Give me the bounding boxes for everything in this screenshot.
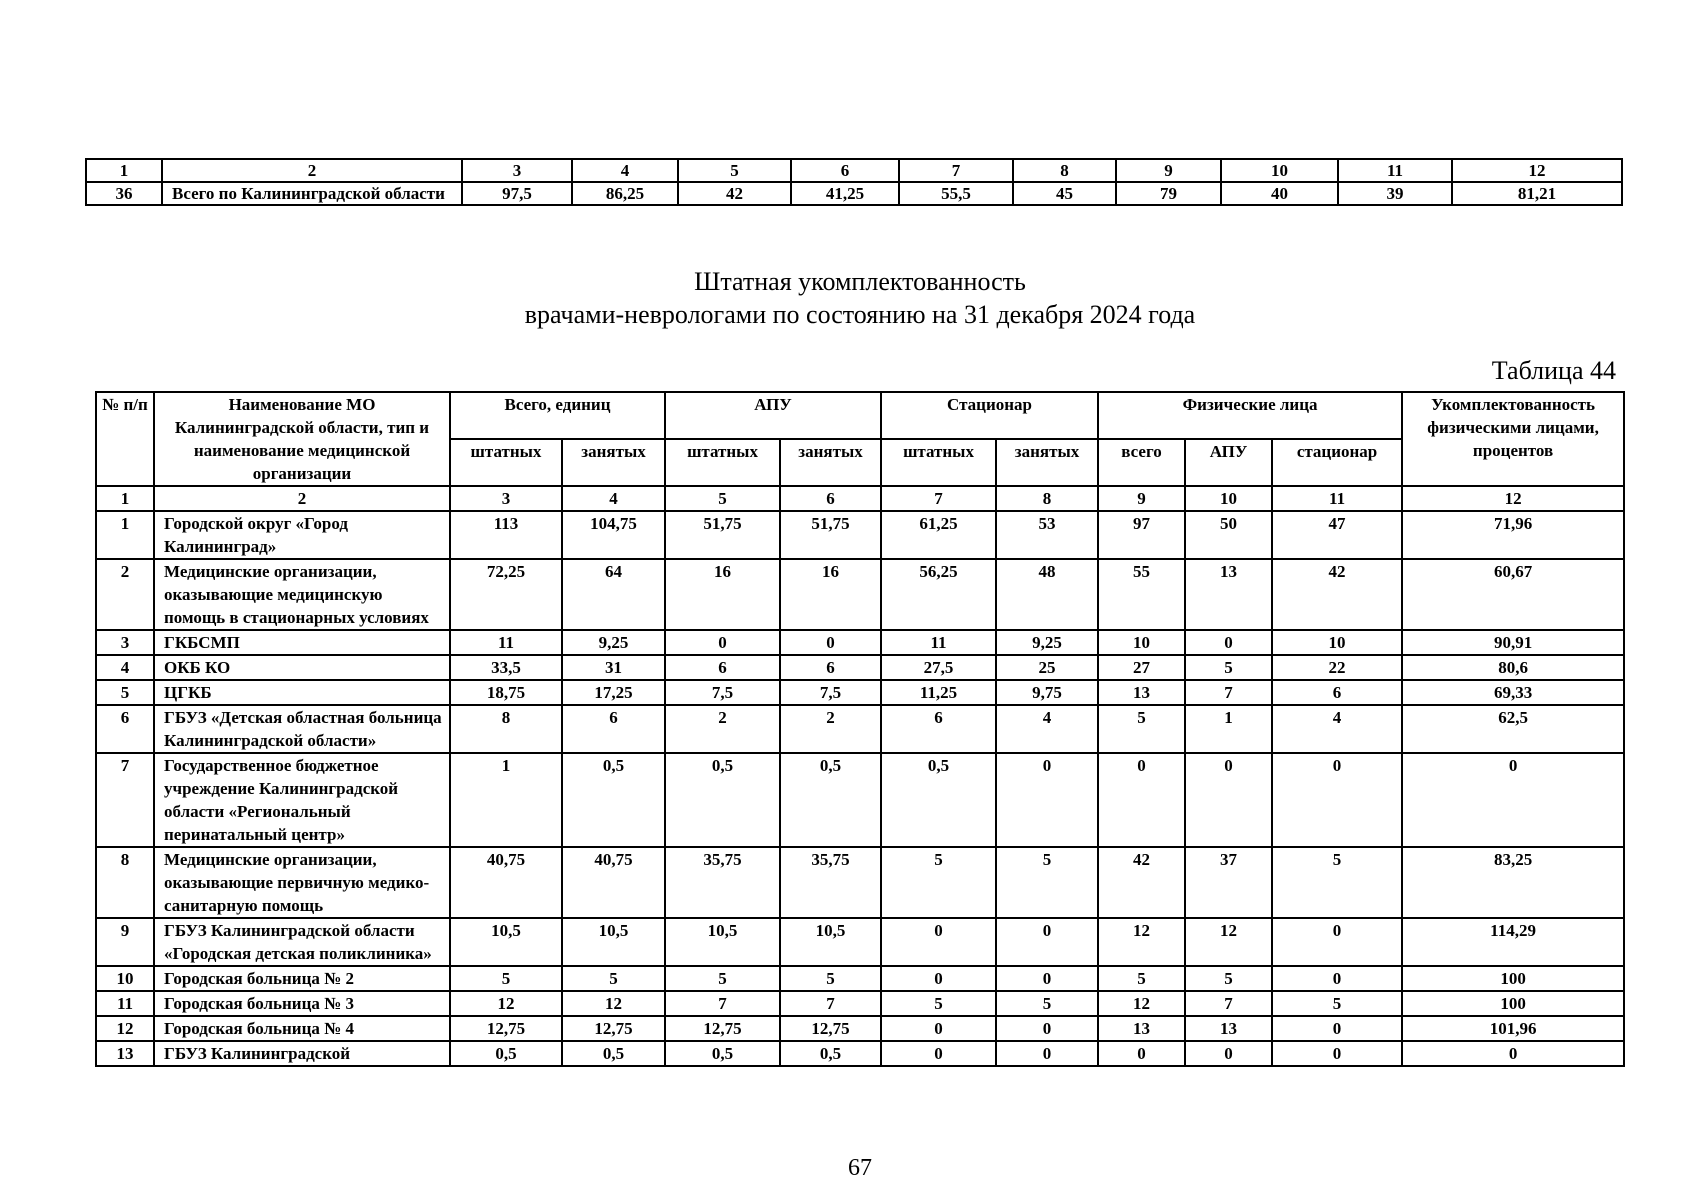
table-cell: 13: [1098, 680, 1185, 705]
table-cell: 1: [96, 511, 154, 559]
table-cell: 0: [1272, 918, 1402, 966]
col-number: 2: [162, 159, 462, 182]
table-cell: 113: [450, 511, 562, 559]
table-cell: 1: [1185, 705, 1272, 753]
table-cell: 100: [1402, 991, 1624, 1016]
table-cell: ЦГКБ: [154, 680, 450, 705]
col-number: 3: [462, 159, 572, 182]
table-cell: 0: [996, 1041, 1098, 1066]
table-cell: 6: [881, 705, 996, 753]
table-cell: Медицинские организации, оказывающие первичную медико-санитарную помощь: [154, 847, 450, 918]
table-caption: Таблица 44: [1491, 356, 1616, 385]
table-cell: 0: [881, 966, 996, 991]
table-cell: 5: [562, 966, 665, 991]
prev-table-total-row: [86, 182, 1622, 205]
table-cell: 55,5: [899, 182, 1013, 205]
table-cell: 0: [780, 630, 881, 655]
table-cell: 7: [665, 991, 780, 1016]
table-cell: 7: [1185, 991, 1272, 1016]
header-staffing: Укомплектованность физическими лицами, процентов: [1402, 392, 1624, 486]
table-cell: 33,5: [450, 655, 562, 680]
table-cell: 81,21: [1452, 182, 1622, 205]
table-cell: 31: [562, 655, 665, 680]
table-cell: 0: [1272, 966, 1402, 991]
table-cell: 0: [1272, 1041, 1402, 1066]
col-number: 9: [1116, 159, 1221, 182]
table-cell: 5: [881, 847, 996, 918]
table-cell: 11,25: [881, 680, 996, 705]
table-cell: 10,5: [665, 918, 780, 966]
table-row: [96, 1041, 1624, 1066]
table-cell: ГБУЗ Калининградской: [154, 1041, 450, 1066]
table-cell: 0,5: [450, 1041, 562, 1066]
table-cell: Городская больница № 2: [154, 966, 450, 991]
table-cell: 16: [780, 559, 881, 630]
table-row: [96, 511, 1624, 559]
col-number: 1: [96, 486, 154, 511]
table-cell: 0: [1402, 753, 1624, 847]
table-cell: 0: [1402, 1041, 1624, 1066]
table-cell: 5: [1098, 966, 1185, 991]
table-cell: 2: [665, 705, 780, 753]
subheader-inpatient: стационар: [1272, 439, 1402, 486]
col-number: 12: [1452, 159, 1622, 182]
table-cell: 12: [562, 991, 665, 1016]
table-cell: Государственное бюджетное учреждение Калининградской области «Региональный перинатальный центр»: [154, 753, 450, 847]
table-cell: 27: [1098, 655, 1185, 680]
table-cell: 45: [1013, 182, 1116, 205]
subheader-occupied: занятых: [996, 439, 1098, 486]
table-cell: 7,5: [665, 680, 780, 705]
table-cell: 35,75: [780, 847, 881, 918]
table-cell: 5: [996, 991, 1098, 1016]
table-cell: 2: [96, 559, 154, 630]
table-cell: 0,5: [881, 753, 996, 847]
table-cell: 100: [1402, 966, 1624, 991]
table-cell: 6: [665, 655, 780, 680]
table-row: [96, 966, 1624, 991]
table-cell: 12: [1098, 918, 1185, 966]
document-title-line-1: Штатная укомплектованность: [694, 267, 1026, 296]
table-cell: 97,5: [462, 182, 572, 205]
table-cell: 9,25: [996, 630, 1098, 655]
table-cell: 42: [678, 182, 791, 205]
table-cell: 25: [996, 655, 1098, 680]
table-cell: 5: [450, 966, 562, 991]
subheader-all: всего: [1098, 439, 1185, 486]
table-row: [96, 918, 1624, 966]
table-cell: 4: [96, 655, 154, 680]
table-cell: 7: [1185, 680, 1272, 705]
table-cell: 5: [881, 991, 996, 1016]
table-cell: 8: [450, 705, 562, 753]
header-name: Наименование МО Калининградской области, тип и наименование медицинской организации: [154, 392, 450, 486]
table-header-row: [96, 392, 1624, 439]
table-cell: 0: [996, 753, 1098, 847]
table-cell: 42: [1098, 847, 1185, 918]
table-cell: 0: [1272, 753, 1402, 847]
table-cell: 10: [96, 966, 154, 991]
table-cell: 0: [996, 966, 1098, 991]
table-cell: 12,75: [450, 1016, 562, 1041]
table-row: [96, 847, 1624, 918]
table-cell: 0: [1185, 630, 1272, 655]
table-cell: 4: [1272, 705, 1402, 753]
table-cell: 5: [780, 966, 881, 991]
col-number: 3: [450, 486, 562, 511]
table-cell: 51,75: [665, 511, 780, 559]
col-number: 11: [1272, 486, 1402, 511]
table-cell: 16: [665, 559, 780, 630]
table-cell: 39: [1338, 182, 1452, 205]
table-cell: 0: [1185, 1041, 1272, 1066]
table-cell: 12: [1185, 918, 1272, 966]
table-cell: 51,75: [780, 511, 881, 559]
table-cell: 40,75: [450, 847, 562, 918]
col-number: 8: [1013, 159, 1116, 182]
table-cell: 0,5: [780, 1041, 881, 1066]
table-cell: 0: [881, 918, 996, 966]
table-cell: 27,5: [881, 655, 996, 680]
table-cell: 5: [1185, 655, 1272, 680]
table-cell: 7: [780, 991, 881, 1016]
table-cell: 10,5: [450, 918, 562, 966]
table-cell: 10: [1272, 630, 1402, 655]
table-cell: 8: [96, 847, 154, 918]
table-cell: 0: [1098, 1041, 1185, 1066]
table-cell: 10,5: [562, 918, 665, 966]
table-cell: 86,25: [572, 182, 678, 205]
table-cell: 13: [1098, 1016, 1185, 1041]
table-cell: 7,5: [780, 680, 881, 705]
table-cell: 17,25: [562, 680, 665, 705]
table-cell: 114,29: [1402, 918, 1624, 966]
table-cell: 13: [96, 1041, 154, 1066]
table-cell: Городская больница № 3: [154, 991, 450, 1016]
table-cell: 55: [1098, 559, 1185, 630]
subheader-occupied: занятых: [562, 439, 665, 486]
table-cell: 10,5: [780, 918, 881, 966]
table-cell: 104,75: [562, 511, 665, 559]
table-cell: 0: [996, 918, 1098, 966]
table-cell: 37: [1185, 847, 1272, 918]
table-cell: 4: [996, 705, 1098, 753]
table-cell: 50: [1185, 511, 1272, 559]
table-cell: 12: [96, 1016, 154, 1041]
table-cell: 10: [1098, 630, 1185, 655]
table-cell: 62,5: [1402, 705, 1624, 753]
table-cell: 64: [562, 559, 665, 630]
table-cell: 18,75: [450, 680, 562, 705]
table-cell: ГКБСМП: [154, 630, 450, 655]
table-cell: 42: [1272, 559, 1402, 630]
table-cell: 5: [1272, 991, 1402, 1016]
col-number: 7: [881, 486, 996, 511]
table-cell: 11: [450, 630, 562, 655]
col-number: 11: [1338, 159, 1452, 182]
table-cell: 90,91: [1402, 630, 1624, 655]
prev-table-number-row: [86, 159, 1622, 182]
table-cell: 40,75: [562, 847, 665, 918]
col-number: 1: [86, 159, 162, 182]
table-cell: 71,96: [1402, 511, 1624, 559]
table-cell: 0,5: [665, 753, 780, 847]
table-cell: 11: [96, 991, 154, 1016]
table-cell: ГБУЗ «Детская областная больница Калининградской области»: [154, 705, 450, 753]
header-total-units: Всего, единиц: [450, 392, 665, 439]
table-row: [96, 680, 1624, 705]
table-cell: 5: [996, 847, 1098, 918]
subheader-apu: АПУ: [1185, 439, 1272, 486]
col-number: 10: [1221, 159, 1338, 182]
table-cell: ОКБ КО: [154, 655, 450, 680]
col-number: 4: [562, 486, 665, 511]
col-number: 5: [665, 486, 780, 511]
table-cell: 0,5: [562, 753, 665, 847]
col-number: 12: [1402, 486, 1624, 511]
table-cell: 3: [96, 630, 154, 655]
table-cell: 60,67: [1402, 559, 1624, 630]
table-cell: 80,6: [1402, 655, 1624, 680]
table-cell: 0: [1185, 753, 1272, 847]
table-cell: 13: [1185, 1016, 1272, 1041]
table-cell: 0: [1272, 1016, 1402, 1041]
col-number: 10: [1185, 486, 1272, 511]
table-cell: 97: [1098, 511, 1185, 559]
table-cell: 6: [780, 655, 881, 680]
table-cell: 0,5: [562, 1041, 665, 1066]
table-cell: 12,75: [665, 1016, 780, 1041]
table-cell: 12: [1098, 991, 1185, 1016]
table-cell: 35,75: [665, 847, 780, 918]
table-cell: 6: [1272, 680, 1402, 705]
subheader-occupied: занятых: [780, 439, 881, 486]
table-cell: 12: [450, 991, 562, 1016]
table-cell: Городской округ «Город Калининград»: [154, 511, 450, 559]
table-cell: 5: [1098, 705, 1185, 753]
table-cell: 22: [1272, 655, 1402, 680]
table-cell: 13: [1185, 559, 1272, 630]
table-cell: 48: [996, 559, 1098, 630]
table-row: [96, 753, 1624, 847]
table-row: [96, 991, 1624, 1016]
col-number: 8: [996, 486, 1098, 511]
table-cell: 1: [450, 753, 562, 847]
table-cell: 12,75: [780, 1016, 881, 1041]
table-cell: 7: [96, 753, 154, 847]
table-cell: 5: [1185, 966, 1272, 991]
table-cell: 72,25: [450, 559, 562, 630]
table-cell: 83,25: [1402, 847, 1624, 918]
table-cell: 56,25: [881, 559, 996, 630]
page-number: 67: [848, 1155, 872, 1181]
table-cell: 0,5: [665, 1041, 780, 1066]
col-number: 9: [1098, 486, 1185, 511]
col-number: 5: [678, 159, 791, 182]
table-cell: 0,5: [780, 753, 881, 847]
subheader-staff: штатных: [665, 439, 780, 486]
table-cell: 61,25: [881, 511, 996, 559]
table-cell: 6: [96, 705, 154, 753]
table-number-row: [96, 486, 1624, 511]
table-row: [96, 655, 1624, 680]
table-cell: 11: [881, 630, 996, 655]
table-cell: Городская больница № 4: [154, 1016, 450, 1041]
previous-table-fragment: [85, 158, 1623, 206]
table-cell: 0: [881, 1041, 996, 1066]
table-cell: 0: [1098, 753, 1185, 847]
header-hospital: Стационар: [881, 392, 1098, 439]
table-cell: 47: [1272, 511, 1402, 559]
staffing-table: [95, 391, 1625, 1067]
table-cell: 53: [996, 511, 1098, 559]
table-cell: 40: [1221, 182, 1338, 205]
col-number: 6: [791, 159, 899, 182]
subheader-staff: штатных: [450, 439, 562, 486]
header-individuals: Физические лица: [1098, 392, 1402, 439]
table-cell: 79: [1116, 182, 1221, 205]
table-cell: Медицинские организации, оказывающие медицинскую помощь в стационарных условиях: [154, 559, 450, 630]
subheader-staff: штатных: [881, 439, 996, 486]
table-cell: 5: [96, 680, 154, 705]
table-row: [96, 705, 1624, 753]
table-cell: 41,25: [791, 182, 899, 205]
table-cell: 0: [665, 630, 780, 655]
table-cell: ГБУЗ Калининградской области «Городская детская поликлиника»: [154, 918, 450, 966]
table-cell: 69,33: [1402, 680, 1624, 705]
table-cell: 6: [562, 705, 665, 753]
header-num: № п/п: [96, 392, 154, 486]
table-cell: 5: [1272, 847, 1402, 918]
table-cell: 101,96: [1402, 1016, 1624, 1041]
table-cell: 9,25: [562, 630, 665, 655]
table-cell: 5: [665, 966, 780, 991]
table-cell: 9,75: [996, 680, 1098, 705]
col-number: 6: [780, 486, 881, 511]
header-apu: АПУ: [665, 392, 881, 439]
table-cell: 0: [996, 1016, 1098, 1041]
col-number: 4: [572, 159, 678, 182]
table-cell: 0: [881, 1016, 996, 1041]
table-row: [96, 1016, 1624, 1041]
table-cell: 36: [86, 182, 162, 205]
table-cell: 2: [780, 705, 881, 753]
table-row: [96, 630, 1624, 655]
table-cell: 9: [96, 918, 154, 966]
table-cell: Всего по Калининградской области: [162, 182, 462, 205]
col-number: 7: [899, 159, 1013, 182]
document-title-line-2: врачами-неврологами по состоянию на 31 декабря 2024 года: [524, 300, 1196, 329]
table-row: [96, 559, 1624, 630]
col-number: 2: [154, 486, 450, 511]
table-cell: 12,75: [562, 1016, 665, 1041]
